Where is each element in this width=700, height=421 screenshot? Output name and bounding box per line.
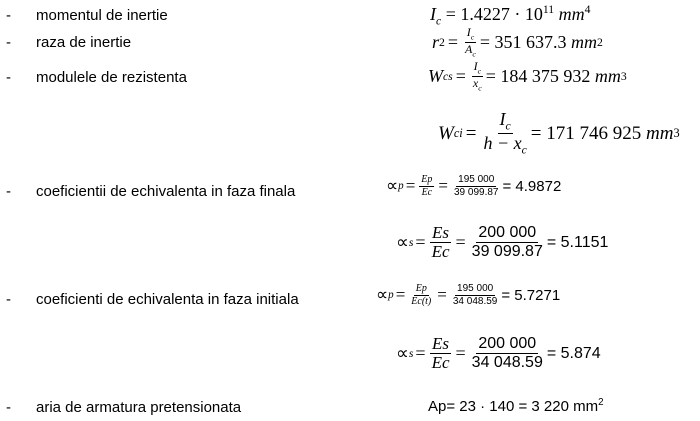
formula-r-squared: r 2 = $\frac{I_c}{A_c}$ = 351 637.3 mm 2 xyxy=(432,25,603,58)
formula-alpha-p-final: ∝ p = $\frac{Ep}{Ec}$ = $\frac{195 000}{39 099.87}$ = 4.9872 xyxy=(386,174,562,198)
label-section-moduli: modulele de rezistenta xyxy=(36,69,187,86)
bullet-dash: - xyxy=(6,34,11,51)
bullet-dash: - xyxy=(6,69,11,86)
label-prestressed-area: aria de armatura pretensionata xyxy=(36,399,242,416)
formula-alpha-s-initial: ∝ s = $\frac{Es}{Ec}$ = $\frac{200 000}{34 048.59}$ = 5.874 xyxy=(396,334,601,372)
formula-prestressed-area: Ap= 23 · 140 = 3 220 $mm^2$ xyxy=(428,397,604,415)
formula-wcs: W cs = $\frac{I_c}{x_c}$ = 184 375 932 mm 3 xyxy=(428,59,627,92)
formula-wci: W ci = $\frac{I_c}{h - x_c}$ = 171 746 925 mm 3 xyxy=(438,109,680,157)
formula-alpha-p-initial: ∝ p = $\frac{Ep}{Ec(t)}$ = $\frac{195 000}{34 048.59}$ = 5.7271 xyxy=(376,283,561,307)
bullet-dash: - xyxy=(6,399,11,416)
formula-ic: $I_c = 1.4227 \cdot 10^{11}$ $mm^4$ xyxy=(430,3,591,28)
label-equivalence-final: coeficientii de echivalenta in faza finala xyxy=(36,183,296,200)
label-radius-of-gyration: raza de inertie xyxy=(36,34,132,51)
label-moment-of-inertia: momentul de inertie xyxy=(36,7,168,24)
label-equivalence-initial: coeficienti de echivalenta in faza initiala xyxy=(36,291,299,308)
formula-alpha-s-final: ∝ s = $\frac{Es}{Ec}$ = $\frac{200 000}{39 099.87}$ = 5.1151 xyxy=(396,223,609,261)
bullet-dash: - xyxy=(6,7,11,24)
bullet-dash: - xyxy=(6,183,11,200)
bullet-dash: - xyxy=(6,291,11,308)
